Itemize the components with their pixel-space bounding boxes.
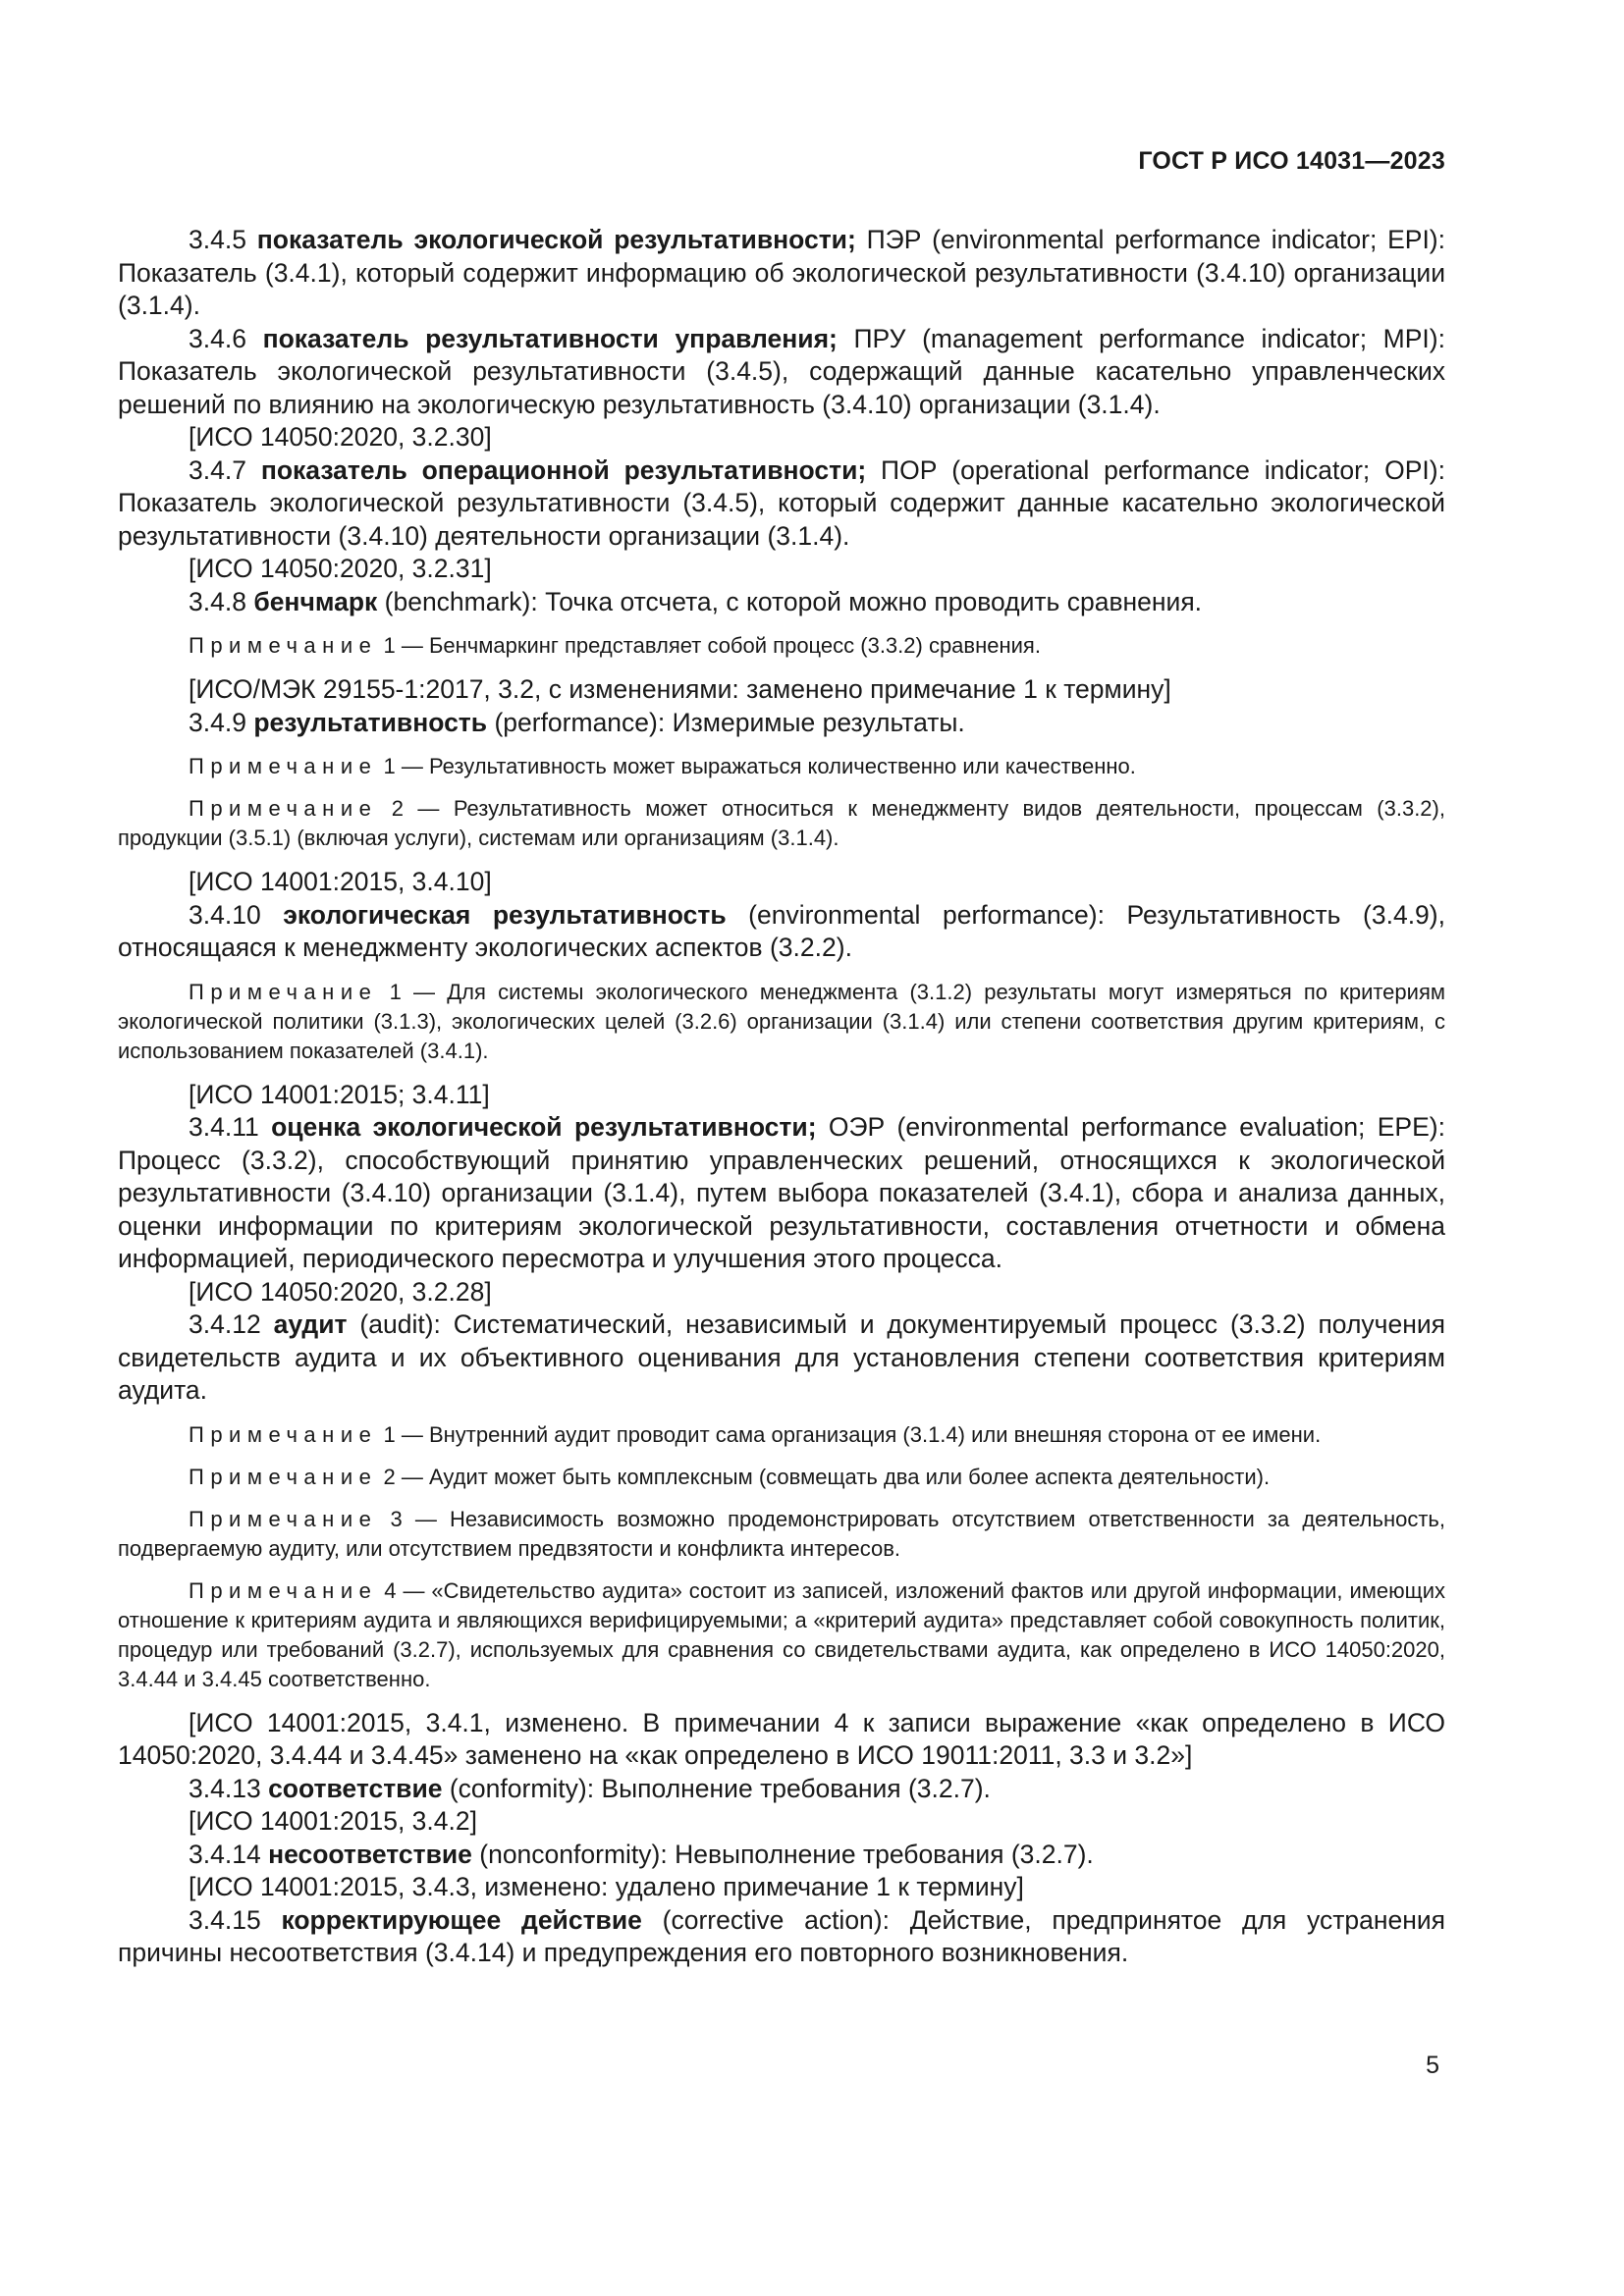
term-definition: [118, 586, 1445, 619]
note-label: Примечание: [189, 754, 378, 778]
source-reference: [ИСО 14050:2020, 3.2.28]: [189, 1276, 492, 1307]
term-name: оценка экологической результативности;: [271, 1112, 817, 1142]
term-name: бенчмарк: [253, 586, 378, 616]
note-label: Примечание: [189, 1421, 378, 1447]
note-number: 4: [384, 1577, 397, 1603]
term-number: 3.4.11: [189, 1112, 259, 1142]
note: [118, 978, 1445, 1066]
note-number: 1: [383, 633, 396, 658]
term-text: (performance): Измеримые результаты.: [487, 707, 965, 737]
document-id-header: ГОСТ Р ИСО 14031—2023: [1138, 147, 1445, 175]
note: [118, 1576, 1445, 1694]
source-reference: [ИСО 14050:2020, 3.2.30]: [189, 422, 492, 452]
term-name: несоответствие: [268, 1839, 472, 1869]
note-text: — Внутренний аудит проводит сама организация (3.1.4) или внешняя сторона от ее имени.: [395, 1421, 1322, 1447]
source-reference: [ИСО 14001:2015, 3.4.2]: [189, 1806, 477, 1836]
term-number: 3.4.15: [189, 1904, 261, 1935]
source-reference: [ИСО 14001:2015, 3.4.10]: [189, 867, 492, 896]
term-definition: [118, 1111, 1445, 1276]
term-definition: [118, 224, 1445, 323]
note-label: Примечание: [189, 1506, 378, 1531]
term-text: (audit): Систематический, независимый и документируемый процесс (3.3.2) получения свидетельств аудита и их объективного оценивания для установления степени соответствия критериям аудита.: [118, 1309, 1445, 1405]
note-text: — «Свидетельство аудита» состоит из записей, изложений фактов или другой информации, имеющих отношение к критериям аудита и являющихся верифицируемыми; а «критерий аудита» представляет собой совокупность политик, процедур или требований (3.2.7), используемых для сравнения со свидетельствами аудита, как определено в ИСО 14050:2020, 3.4.44 и 3.4.45 соответственно.: [118, 1577, 1445, 1691]
term-number: 3.4.10: [189, 899, 261, 930]
page-number: 5: [1426, 2052, 1439, 2079]
source-reference: [ИСО 14001:2015; 3.4.11]: [189, 1079, 490, 1109]
term-definition: [118, 1839, 1445, 1872]
term-text: (benchmark): Точка отсчета, с которой можно проводить сравнения.: [377, 586, 1203, 616]
source-reference: [ИСО 14001:2015, 3.4.1, изменено. В примечании 4 к записи выражение «как определено в ИСО 14050:2020, 3.4.44 и 3.4.45» заменено на «как определено в ИСО 19011:2011, 3.3 и 3.2»]: [118, 1707, 1445, 1770]
term-text: (nonconformity): Невыполнение требования (3.2.7).: [471, 1839, 1094, 1869]
note-label: Примечание: [189, 633, 378, 658]
term-number: 3.4.8: [189, 586, 246, 616]
note: [118, 1505, 1445, 1564]
term-number: 3.4.13: [189, 1773, 261, 1803]
note-number: 3: [390, 1506, 403, 1531]
term-number: 3.4.6: [189, 323, 246, 353]
term-definition: [118, 707, 1445, 740]
document-body: [118, 224, 1445, 1970]
term-definition: [118, 1904, 1445, 1970]
note: [118, 752, 1445, 781]
note-number: 1: [383, 754, 396, 778]
source-reference: [ИСО/МЭК 29155-1:2017, 3.2, с изменениями: заменено примечание 1 к термину]: [189, 674, 1171, 704]
note-number: 1: [389, 979, 402, 1004]
note-number: 1: [383, 1421, 396, 1447]
note-text: — Бенчмаркинг представляет собой процесс (3.3.2) сравнения.: [395, 633, 1041, 658]
note-label: Примечание: [189, 796, 378, 821]
term-name: соответствие: [268, 1773, 443, 1803]
term-name: корректирующее действие: [281, 1904, 642, 1935]
source-reference: [ИСО 14050:2020, 3.2.31]: [189, 554, 492, 583]
term-name: аудит: [273, 1309, 348, 1339]
term-definition: [118, 1773, 1445, 1806]
note-number: 2: [383, 1464, 396, 1489]
note-text: — Независимость возможно продемонстрировать отсутствием ответственности за деятельность, подвергаемую аудиту, или отсутствием предвзятости и конфликта интересов.: [118, 1506, 1445, 1561]
term-text: ПОР (operational performance indicator; OPI): Показатель экологической результативности (3.4.5), который содержит данные касательно экологической результативности (3.4.10) деятельности организации (3.1.4).: [118, 454, 1445, 551]
term-number: 3.4.12: [189, 1309, 261, 1339]
term-text: (conformity): Выполнение требования (3.2.7).: [442, 1773, 991, 1803]
term-name: показатель экологической результативности;: [256, 225, 856, 254]
term-name: результативность: [253, 707, 488, 737]
term-text: ПРУ (management performance indicator; MPI): Показатель экологической результативности (3.4.5), содержащий данные касательно управленческих решений по влиянию на экологическую результативность (3.4.10) организации (3.1.4).: [118, 323, 1445, 419]
source-reference: [ИСО 14001:2015, 3.4.3, изменено: удалено примечание 1 к термину]: [189, 1872, 1024, 1901]
note-text: — Результативность может относиться к менеджменту видов деятельности, процессам (3.3.2), продукции (3.5.1) (включая услуги), системам или организациям (3.1.4).: [118, 796, 1445, 850]
term-definition: [118, 899, 1445, 965]
term-text: ОЭР (environmental performance evaluation; EPE): Процесс (3.3.2), способствующий принятию управленческих решений, относящихся к экологической результативности (3.4.10) организации (3.1.4), путем выбора показателей (3.4.1), сбора и анализа данных, оценки информации по критериям экологической результативности, составления отчетности и обмена информацией, периодического пересмотра и улучшения этого процесса.: [118, 1112, 1445, 1273]
term-name: показатель результативности управления;: [262, 323, 838, 353]
term-number: 3.4.14: [189, 1839, 261, 1869]
note-label: Примечание: [189, 1577, 378, 1603]
note: [118, 631, 1445, 661]
term-number: 3.4.5: [189, 225, 246, 254]
term-definition: [118, 454, 1445, 554]
note-label: Примечание: [189, 1464, 378, 1489]
note: [118, 794, 1445, 853]
term-text: (corrective action): Действие, предпринятое для устранения причины несоответствия (3.4.14) и предупреждения его повторного возникновения.: [118, 1904, 1445, 1967]
note-label: Примечание: [189, 979, 378, 1004]
term-text: ПЭР (environmental performance indicator; EPI): Показатель (3.4.1), который содержит информацию об экологической результативности (3.4.10) организации (3.1.4).: [118, 225, 1445, 320]
note-text: — Аудит может быть комплексным (совмещать два или более аспекта деятельности).: [395, 1464, 1271, 1489]
term-definition: [118, 323, 1445, 422]
term-name: показатель операционной результативности;: [260, 454, 867, 485]
note-text: — Для системы экологического менеджмента (3.1.2) результаты могут измеряться по критериям экологической политики (3.1.3), экологических целей (3.2.6) организации (3.1.4) или степени соответствия другим критериям, с использованием показателей (3.4.1).: [118, 979, 1445, 1063]
term-name: экологическая результативность: [283, 899, 727, 930]
term-number: 3.4.7: [189, 454, 246, 485]
note: [118, 1420, 1445, 1450]
term-number: 3.4.9: [189, 707, 246, 737]
note: [118, 1463, 1445, 1492]
note-number: 2: [391, 796, 405, 821]
note-text: — Результативность может выражаться количественно или качественно.: [395, 754, 1136, 778]
term-definition: [118, 1308, 1445, 1408]
term-text: (environmental performance): Результативность (3.4.9), относящаяся к менеджменту экологических аспектов (3.2.2).: [118, 899, 1445, 962]
